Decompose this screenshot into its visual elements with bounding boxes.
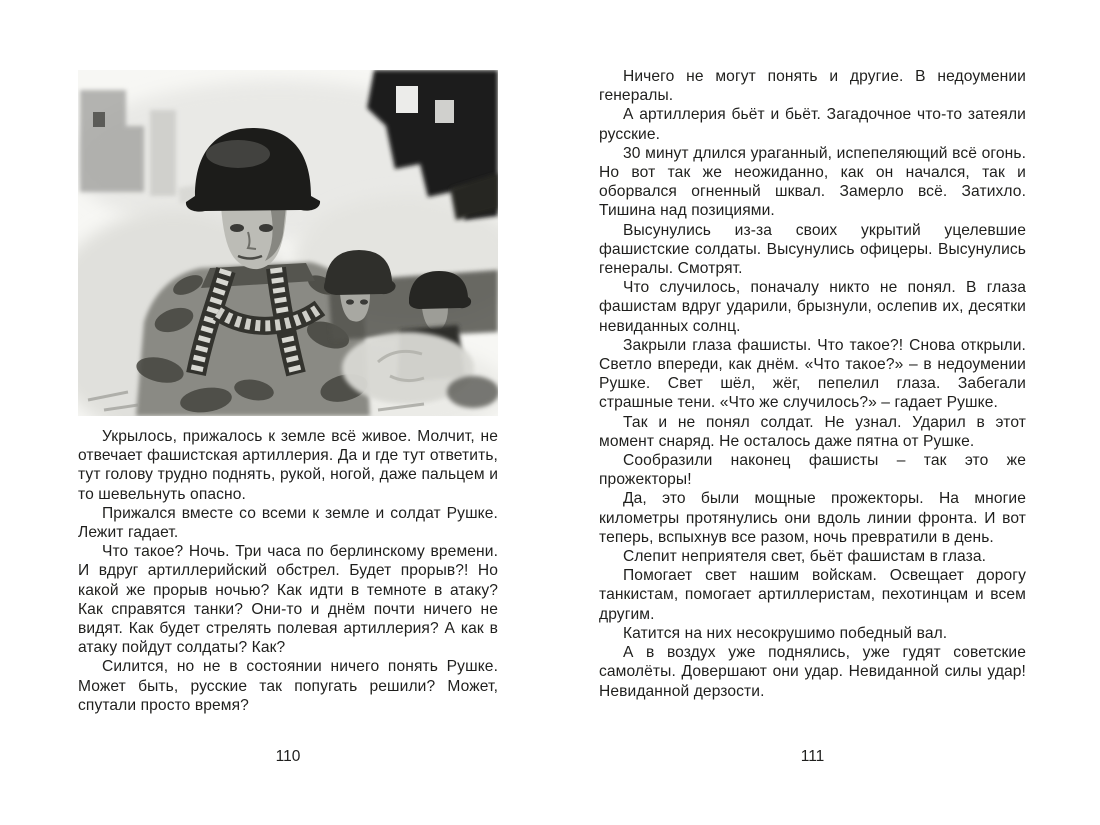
- page-number-right: 111: [800, 748, 825, 765]
- paragraph: Закрыли глаза фашисты. Что такое?! Снова открыли. Светло впереди, как днём. «Что такое?» – в недоумении Рушке. Свет шёл, жёг, пепелил глаза. Забегали страшные тени. «Что же случилось?» – гадает Рушке.: [599, 336, 1026, 412]
- paragraph: Силится, но не в состоянии ничего понять Рушке. Может быть, русские так попугать решили? Может, спутали просто время?: [78, 658, 498, 714]
- paragraph: Укрылось, прижалось к земле всё живое. Молчит, не отвечает фашистская артиллерия. Да и где тут ответить, тут голову трудно поднять, рукой, ногой, даже пальцем и то шевельнуть опасно.: [78, 428, 498, 503]
- paragraph: Что случилось, поначалу никто не понял. В глаза фашистам вдруг ударили, брызнули, ослепив их, десятки невиданных солнц.: [599, 279, 1026, 335]
- paragraph: Так и не понял солдат. Не узнал. Ударил в этот момент снаряд. Не осталось даже пятна от Рушке.: [599, 413, 1026, 450]
- right-page-text: [599, 67, 1026, 701]
- paragraph: Слепит неприятеля свет, бьёт фашистам в глаза.: [623, 548, 987, 566]
- page-number-left: 110: [275, 748, 301, 765]
- paragraph: Ничего не могут понять и другие. В недоумении генералы.: [599, 68, 1026, 105]
- paragraph: Помогает свет нашим войскам. Освещает дорогу танкистам, помогает артиллеристам, пехотинцам и всем другим.: [599, 567, 1026, 623]
- paragraph: А артиллерия бьёт и бьёт. Загадочное что-то затеяли русские.: [599, 106, 1026, 143]
- paragraph: 30 минут длился ураганный, испепеляющий всё огонь. Но вот так же неожиданно, как он начался, так и оборвался огненный шквал. Замерло всё. Затихло. Тишина над позициями.: [599, 144, 1026, 220]
- paragraph: Да, это были мощные прожекторы. На многие километры протянулись они вдоль линии фронта. И вот теперь, вспыхнув все разом, ночь превратили в день.: [599, 490, 1026, 546]
- book-illustration: [78, 70, 498, 416]
- right-page: [599, 67, 1026, 701]
- paragraph: Сообразили наконец фашисты – так это же прожекторы!: [599, 452, 1026, 489]
- paragraph: Прижался вместе со всеми к земле и солдат Рушке. Лежит гадает.: [78, 504, 498, 542]
- paragraph: Катится на них несокрушимо победный вал.: [623, 624, 948, 642]
- soldiers-illustration: [78, 70, 498, 416]
- paragraph: А в воздух уже поднялись, уже гудят советские самолёты. Довершают они удар. Невиданной силы удар! Невиданной дерзости.: [599, 644, 1026, 700]
- left-page-text: [78, 427, 498, 715]
- paragraph: Что такое? Ночь. Три часа по берлинскому времени. И вдруг артиллерийский обстрел. Будет прорыв?! Но какой же прорыв ночью? Как идти в темноте в атаку? Как справятся танки? Они-то и днём почти ничего не видят. Как будет стрелять полевая артиллерия? А как в атаку пойдут солдаты? Как?: [78, 543, 498, 657]
- left-page: [78, 70, 498, 715]
- paragraph: Высунулись из-за своих укрытий уцелевшие фашистские солдаты. Высунулись офицеры. Высунулись генералы. Смотрят.: [599, 221, 1026, 278]
